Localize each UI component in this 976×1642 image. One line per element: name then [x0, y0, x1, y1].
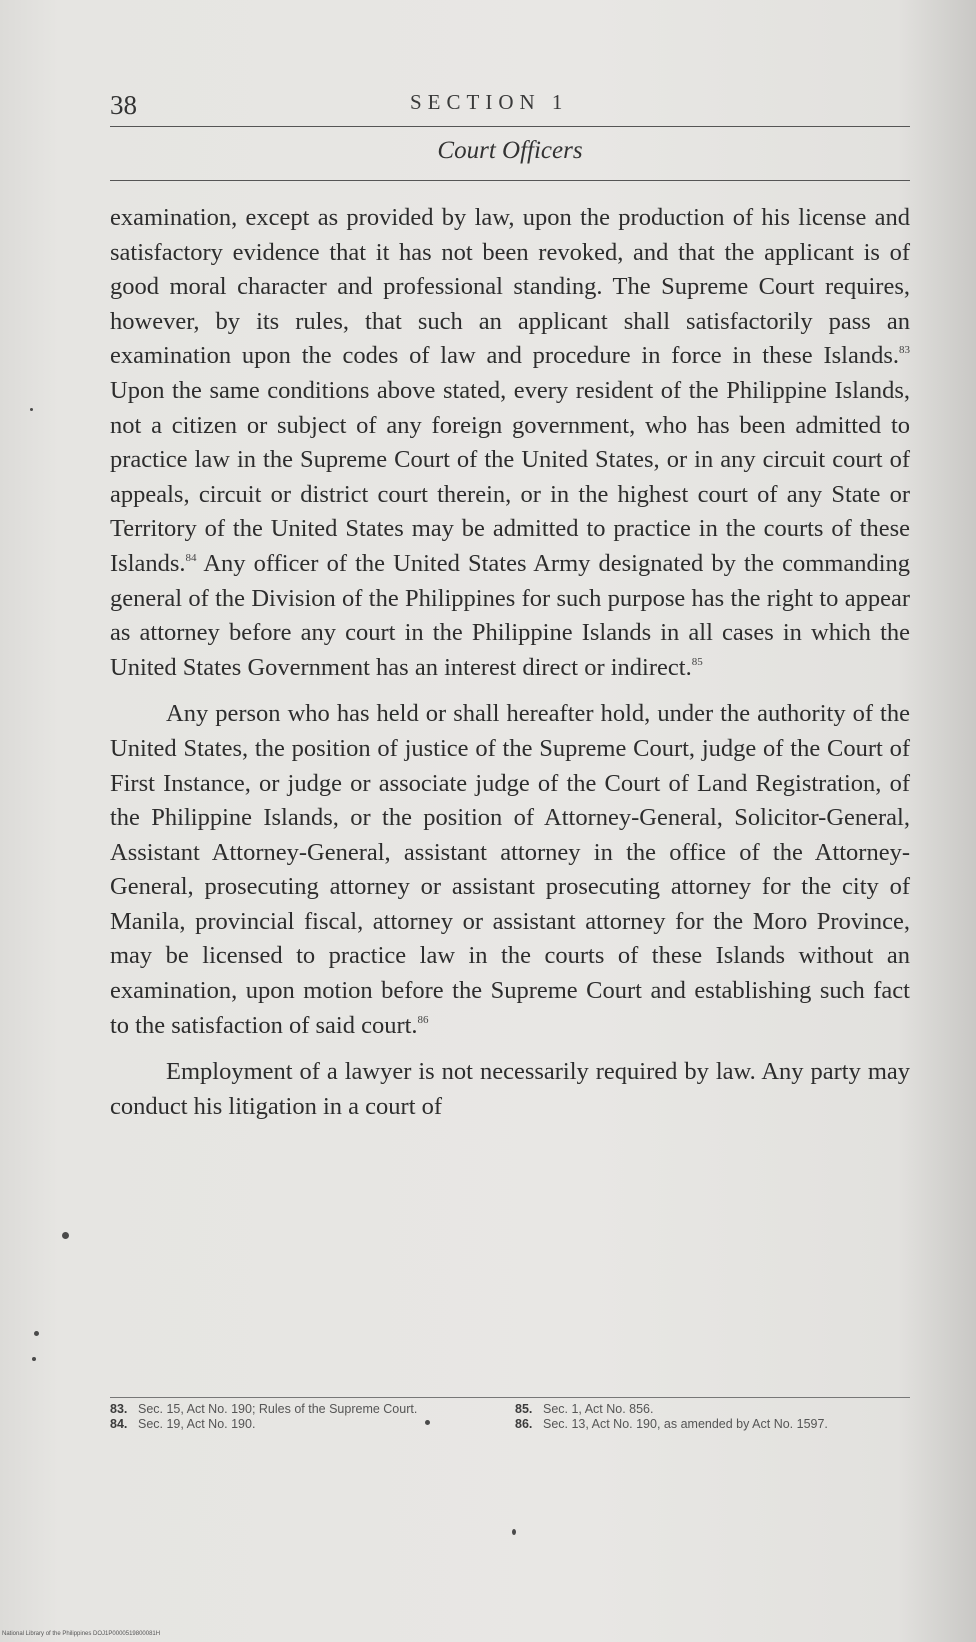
footnote-86 [515, 1417, 905, 1431]
paragraph-text: examination, except as provided by law, upon the production of his license and satisfactory evidence that it has not been revoked, and that the applicant is of good moral character and professional standing. The Supreme Court requires, however, by its rules, that such an applicant shall satisfactorily pass an examination upon the codes of law and procedure in force in these Islands. [110, 204, 910, 370]
running-head [110, 88, 910, 124]
footnote-ref: 85 [691, 655, 703, 668]
chapter-subtitle: Court Officers [437, 137, 583, 164]
footnotes-right-column [515, 1402, 905, 1432]
paragraph-text: Upon the same conditions above stated, every resident of the Philippine Islands, not a citizen or subject of any foreign government, who has been admitted to practice law in the Supreme Court of the United States, or in any circuit court of appeals, circuit or district court therein, or in the highest court of any State or Territory of the United States may be admitted to practice in the courts of these Islands. [110, 376, 910, 577]
footnote-number: 85. [515, 1402, 533, 1416]
footnote-number: 84. [110, 1417, 128, 1431]
footnote-number: 86. [515, 1417, 533, 1431]
section-heading: SECTION 1 [410, 90, 569, 114]
footnote-text: Sec. 13, Act No. 190, as amended by Act No. 1597. [543, 1417, 828, 1431]
scan-speck [512, 1529, 516, 1535]
footnote-number: 83. [110, 1402, 128, 1416]
paragraph-1 [110, 201, 910, 685]
scan-speck [425, 1420, 430, 1425]
paragraph-text: Employment of a lawyer is not necessarily required by law. Any party may conduct his litigation in a court of [110, 1058, 910, 1120]
footnote-text: Sec. 15, Act No. 190; Rules of the Supreme Court. [138, 1402, 418, 1416]
page-number: 38 [110, 90, 137, 120]
paragraph-3 [110, 1055, 910, 1124]
paragraph-2 [110, 697, 910, 1043]
body-text [110, 201, 910, 1124]
footnotes-left-column [110, 1402, 500, 1432]
footnote-85 [515, 1402, 905, 1416]
header-rule-bottom [110, 180, 910, 181]
paragraph-text: Any person who has held or shall hereafter hold, under the authority of the United States, the position of justice of the Supreme Court, judge of the Court of First Instance, or judge or associate judge of the Court of Land Registration, of the Philippine Islands, or the position of Attorney-General, Solicitor-General, Assistant Attorney-General, assistant attorney in the office of the Attorney-General, prosecuting attorney or assistant prosecuting attorney for the city of Manila, provincial fiscal, attorney or assistant attorney for the Moro Province, may be licensed to practice law in the courts of these Islands without an examination, upon motion before the Supreme Court and establishing such fact to the satisfaction of said court. [110, 700, 910, 1039]
scan-speck [62, 1232, 69, 1239]
footnote-ref: 86 [417, 1013, 429, 1026]
footnote-text: Sec. 1, Act No. 856. [543, 1402, 654, 1416]
footnote-ref: 84 [185, 551, 197, 564]
footnote-83 [110, 1402, 500, 1416]
scan-speck [30, 408, 33, 411]
paragraph-text: Any officer of the United States Army designated by the commanding general of the Division of the Philippines for such purpose has the right to appear as attorney before any court in the Philippine Islands in all cases in which the United States Government has an interest direct or indirect. [110, 549, 910, 681]
scan-speck [34, 1331, 39, 1336]
digitization-watermark: National Library of the Philippines DOJ1P0000519800081H [2, 1631, 161, 1637]
footnote-text: Sec. 19, Act No. 190. [138, 1417, 256, 1431]
scan-speck [32, 1357, 36, 1361]
footnote-divider [110, 1397, 910, 1398]
footnote-ref: 83 [899, 344, 910, 357]
header-rule-top [110, 126, 910, 127]
footnote-84 [110, 1417, 500, 1431]
